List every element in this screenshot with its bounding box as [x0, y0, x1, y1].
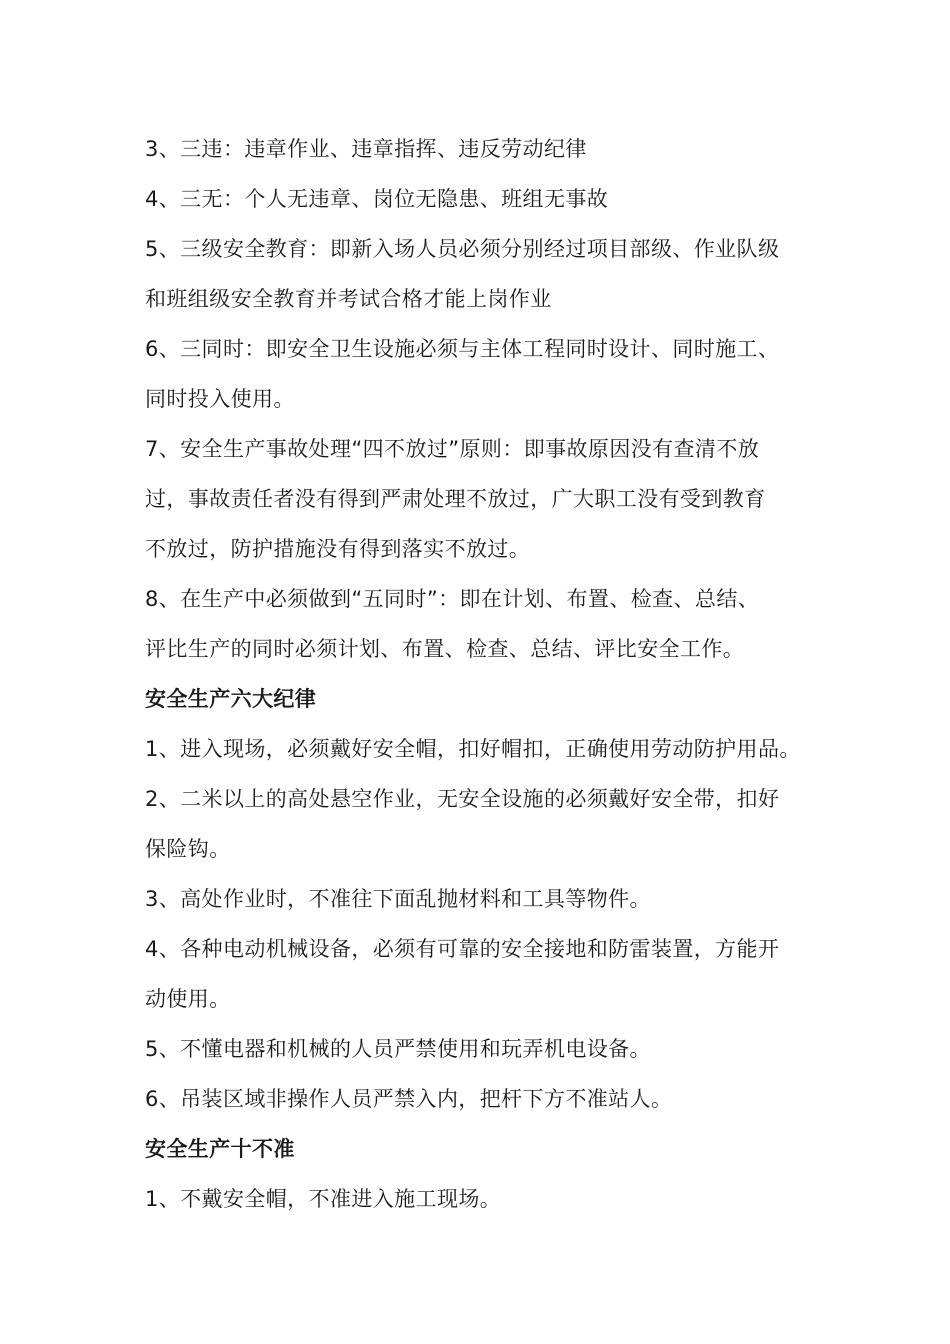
text-line: 和班组级安全教育并考试合格才能上岗作业	[145, 287, 552, 311]
text-line: 同时投入使用。	[145, 387, 295, 411]
text-line: 1、进入现场，必须戴好安全帽，扣好帽扣，正确使用劳动防护用品。	[145, 737, 801, 761]
text-line: 过，事故责任者没有得到严肃处理不放过，广大职工没有受到教育	[145, 487, 766, 511]
section-heading: 安全生产十不准	[145, 1137, 295, 1161]
text-line: 3、高处作业时，不准往下面乱抛材料和工具等物件。	[145, 887, 651, 911]
text-line: 7、安全生产事故处理“四不放过”原则：即事故原因没有查清不放	[145, 437, 760, 461]
text-line: 6、吊装区域非操作人员严禁入内，把杆下方不准站人。	[145, 1087, 673, 1111]
text-line: 5、三级安全教育：即新入场人员必须分别经过项目部级、作业队级	[145, 237, 780, 261]
text-line: 2、二米以上的高处悬空作业，无安全设施的必须戴好安全带，扣好	[145, 787, 780, 811]
text-line: 8、在生产中必须做到“五同时”：即在计划、布置、检查、总结、	[145, 587, 760, 611]
text-line: 保险钩。	[145, 837, 231, 861]
text-line: 5、不懂电器和机械的人员严禁使用和玩弄机电设备。	[145, 1037, 651, 1061]
section-heading: 安全生产六大纪律	[145, 687, 317, 711]
text-line: 6、三同时：即安全卫生设施必须与主体工程同时设计、同时施工、	[145, 337, 780, 361]
text-line: 3、三违：违章作业、违章指挥、违反劳动纪律	[145, 137, 587, 161]
document-page	[145, 124, 825, 1224]
text-line: 评比生产的同时必须计划、布置、检查、总结、评比安全工作。	[145, 637, 745, 661]
text-line: 4、各种电动机械设备，必须有可靠的安全接地和防雷装置，方能开	[145, 937, 780, 961]
text-line: 1、不戴安全帽，不准进入施工现场。	[145, 1187, 502, 1211]
text-line: 动使用。	[145, 987, 231, 1011]
text-line: 不放过，防护措施没有得到落实不放过。	[145, 537, 531, 561]
text-line: 4、三无：个人无违章、岗位无隐患、班组无事故	[145, 187, 609, 211]
